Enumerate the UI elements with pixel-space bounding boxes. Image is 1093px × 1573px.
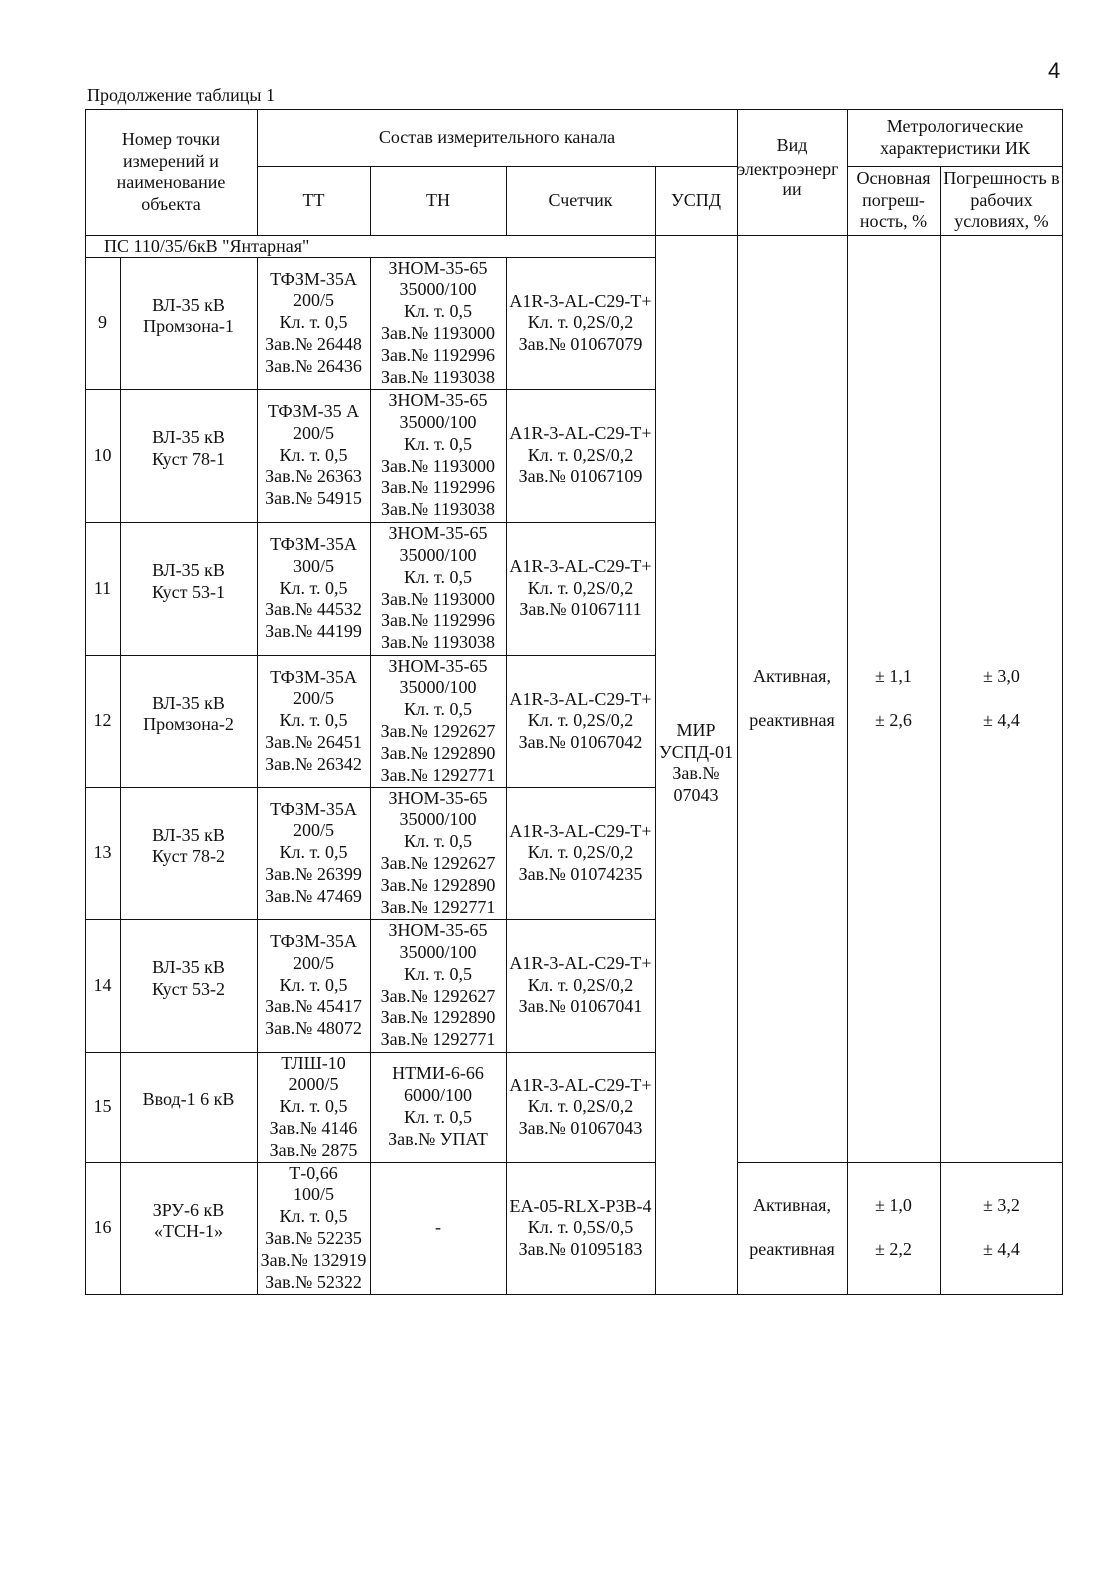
tn-cell-line: Зав.№ 1193038	[380, 632, 495, 653]
table-divider	[85, 235, 1063, 236]
meter-cell-line: Кл. т. 0,2S/0,2	[527, 312, 634, 333]
meter-cell-line: Кл. т. 0,2S/0,2	[527, 974, 634, 995]
tt-cell-line: Зав.№ 26451	[265, 731, 362, 752]
tt-cell-line: Кл. т. 0,5	[279, 842, 348, 863]
tt-cell-line: Зав.№ 44532	[265, 599, 362, 620]
tt-cell-line: 200/5	[292, 688, 334, 709]
tt-cell-line: ТФЗМ-35А	[270, 534, 357, 554]
tn-cell-line: Кл. т. 0,5	[403, 1107, 472, 1127]
tn-cell	[370, 257, 506, 389]
meter-cell	[506, 787, 655, 919]
tn-cell	[370, 522, 506, 655]
tt-cell-line: 200/5	[292, 290, 334, 311]
table-border	[85, 109, 86, 1295]
point-name	[120, 389, 257, 522]
tn-cell-line: ЗНОМ-35-65	[388, 655, 488, 676]
meter-cell	[506, 1162, 655, 1294]
meter-cell-line: Кл. т. 0,2S/0,2	[527, 1096, 634, 1117]
tt-cell-line: ТФЗМ-35А	[270, 268, 357, 289]
tn-cell-line: Зав.№ 1292890	[380, 1007, 496, 1028]
tn-cell-line: Зав.№ 1192996	[380, 344, 495, 365]
tt-cell	[257, 1052, 370, 1162]
meter-cell	[506, 1052, 655, 1162]
working-error-active: ± 3,0	[983, 666, 1020, 686]
tt-cell-line: Зав.№ 47469	[265, 885, 362, 906]
header-point-line: наименование	[116, 172, 226, 192]
tt-cell-line: Кл. т. 0,5	[279, 710, 348, 731]
tt-cell-line: Кл. т. 0,5	[279, 577, 348, 598]
header-working-error	[940, 166, 1063, 235]
tt-cell-line: Зав.№ 132919	[260, 1249, 367, 1270]
working-error-reactive: ± 4,4	[983, 1239, 1020, 1259]
tn-cell-line: Зав.№ 1193000	[380, 588, 495, 609]
tt-cell-line: Зав.№ 52235	[265, 1228, 362, 1248]
table-caption: Продолжение таблицы 1	[87, 85, 275, 105]
meter-cell-line: Зав.№ 01067041	[518, 996, 643, 1017]
tt-cell	[257, 1162, 370, 1294]
tn-cell-line: Зав.№ 1292627	[380, 721, 496, 741]
table-divider	[737, 109, 738, 1295]
tn-cell-line: Кл. т. 0,5	[403, 566, 472, 587]
row-number: 10	[93, 444, 112, 465]
meter-cell	[506, 257, 655, 389]
tn-cell-line: Зав.№ 1192996	[380, 610, 495, 631]
tn-cell-line: НТМИ-6-66	[392, 1063, 484, 1084]
tn-cell-line: Зав.№ 1193000	[380, 323, 495, 343]
tn-cell-line: Зав.№ 1193000	[380, 455, 495, 476]
row-number: 13	[93, 842, 112, 863]
header-point-line: объекта	[141, 193, 201, 214]
tt-cell-line: Кл. т. 0,5	[279, 312, 348, 333]
table-divider	[655, 166, 656, 1295]
meter-cell-line: Зав.№ 01074235	[518, 863, 643, 884]
tt-cell	[257, 257, 370, 389]
tt-cell-line: Кл. т. 0,5	[279, 1096, 348, 1117]
header-channel-group: Состав измерительного канала	[378, 126, 616, 147]
point-name-line: Куст 53-2	[151, 978, 225, 999]
row-number: 11	[93, 577, 112, 598]
meter-cell-line: Кл. т. 0,2S/0,2	[527, 444, 634, 465]
table-divider	[120, 257, 121, 1295]
point-name-line: Промзона-1	[143, 316, 234, 336]
point-name	[120, 787, 257, 919]
meter-cell-line: Кл. т. 0,2S/0,2	[527, 842, 634, 863]
point-name-line: ВЛ-35 кВ	[152, 957, 225, 977]
tn-cell	[370, 1052, 506, 1162]
row-divider	[85, 919, 655, 920]
tt-cell-line: Зав.№ 2875	[269, 1139, 358, 1160]
point-name-line: ВЛ-35 кВ	[152, 692, 225, 713]
meter-cell-line: А1R-3-AL-C29-T+	[509, 820, 652, 841]
row-divider	[85, 389, 655, 390]
energy-type-reactive: реактивная	[749, 710, 835, 730]
tt-cell	[257, 787, 370, 919]
point-name	[120, 522, 257, 655]
meter-cell-line: А1R-3-AL-C29-T+	[509, 423, 652, 444]
tn-cell-line: Зав.№ 1292627	[380, 853, 496, 873]
tn-cell-line: ЗНОМ-35-65	[388, 787, 488, 808]
uspd-line: МИР	[676, 720, 716, 740]
table-divider	[847, 166, 1063, 167]
meter-cell-line: А1R-3-AL-C29-T+	[509, 556, 652, 577]
tn-cell	[370, 389, 506, 522]
row-number: 12	[93, 710, 112, 731]
table-divider	[940, 166, 941, 1295]
meter-cell-line: Кл. т. 0,2S/0,2	[527, 577, 634, 598]
tt-cell	[257, 919, 370, 1052]
tn-cell-line: Зав.№ 1292890	[380, 742, 496, 763]
tn-cell-line: 35000/100	[399, 677, 477, 698]
point-name-line: Куст 78-1	[151, 448, 225, 469]
header-basic-line: Основная	[856, 168, 931, 189]
meter-cell	[506, 655, 655, 787]
tt-cell-line: Кл. т. 0,5	[279, 1206, 348, 1227]
tt-cell-line: 200/5	[292, 820, 334, 841]
tt-cell-line: Зав.№ 45417	[265, 996, 362, 1017]
table-divider	[370, 166, 371, 235]
row-divider	[85, 522, 655, 523]
tt-cell-line: Кл. т. 0,5	[279, 974, 348, 995]
tt-cell-line: Зав.№ 26342	[265, 753, 362, 774]
tt-cell-line: 100/5	[292, 1184, 334, 1205]
header-tn: ТН	[426, 189, 450, 210]
point-name	[120, 919, 257, 1052]
header-basic-line: погреш-	[862, 189, 925, 210]
point-name-line: ВЛ-35 кВ	[152, 824, 225, 845]
point-name-line: ВЛ-35 кВ	[152, 560, 225, 580]
meter-cell-line: Кл. т. 0,5S/0,5	[527, 1217, 634, 1238]
header-metro-group	[847, 109, 1063, 166]
point-name-line: ВЛ-35 кВ	[152, 427, 225, 447]
header-point-line: Номер точки	[121, 129, 221, 149]
tn-cell-line: ЗНОМ-35-65	[388, 390, 488, 411]
header-uspd: УСПД	[670, 189, 722, 210]
tt-cell-line: 2000/5	[288, 1074, 339, 1095]
tn-cell	[370, 787, 506, 919]
point-name	[120, 655, 257, 787]
tt-cell	[257, 655, 370, 787]
tn-cell-line: Зав.№ 1292890	[380, 874, 496, 895]
table-border	[85, 1294, 1063, 1295]
table-border	[85, 109, 1063, 110]
header-energy-type	[737, 109, 847, 235]
meter-cell-line: Зав.№ 01067111	[519, 599, 642, 620]
point-name-line: Куст 53-1	[151, 581, 225, 602]
tt-cell	[257, 522, 370, 655]
table-divider	[370, 257, 371, 1295]
tt-cell-line: ТЛШ-10	[281, 1052, 346, 1073]
tn-cell-line: Кл. т. 0,5	[403, 963, 472, 984]
table-divider	[506, 257, 507, 1295]
tt-cell-line: Зав.№ 52322	[265, 1271, 362, 1292]
point-name	[120, 1052, 257, 1162]
tt-cell-line: Зав.№ 26436	[265, 355, 362, 376]
tn-cell-line: ЗНОМ-35-65	[388, 920, 488, 941]
tn-cell	[370, 1162, 506, 1294]
meter-cell-line: Зав.№ 01067043	[518, 1117, 643, 1138]
header-tt: ТТ	[302, 189, 325, 210]
tn-cell-line: ЗНОМ-35-65	[388, 523, 488, 544]
header-energy-line: ии	[782, 179, 802, 199]
row-number: 16	[93, 1217, 112, 1238]
point-name	[120, 257, 257, 389]
table-border	[1062, 109, 1063, 1295]
point-name-line: «ТСН-1»	[154, 1221, 223, 1241]
point-name	[120, 1162, 257, 1294]
tt-cell-line: Зав.№ 4146	[269, 1117, 358, 1138]
uspd-line: Зав.№	[672, 763, 720, 783]
tn-cell-line: Зав.№ 1193038	[380, 499, 495, 520]
point-name-line: Промзона-2	[143, 714, 234, 734]
meter-cell-line: А1R-3-AL-C29-T+	[509, 1074, 652, 1095]
header-basic-line: ность, %	[859, 211, 928, 232]
row-divider	[85, 1052, 655, 1053]
tt-cell-line: Зав.№ 44199	[265, 621, 362, 642]
basic-error-active: ± 1,1	[875, 666, 912, 686]
point-name-line: Ввод-1 6 кВ	[142, 1089, 235, 1110]
header-working-line: условиях, %	[954, 211, 1049, 232]
tt-cell-line: Зав.№ 48072	[265, 1018, 362, 1039]
tn-cell-line: Зав.№ 1192996	[380, 477, 495, 498]
basic-error-reactive: ± 2,6	[875, 710, 912, 730]
tt-cell-line: 200/5	[292, 952, 334, 973]
table-divider	[847, 109, 848, 1295]
tn-cell	[370, 919, 506, 1052]
header-metro-line: Метрологические	[886, 116, 1024, 136]
tn-cell-line: 35000/100	[399, 544, 477, 565]
tn-cell-line: Кл. т. 0,5	[403, 831, 472, 852]
page-number: 4	[1048, 58, 1061, 83]
row-divider	[737, 1162, 1063, 1163]
meter-cell-line: Кл. т. 0,2S/0,2	[527, 710, 634, 731]
tn-cell-line: Зав.№ УПАТ	[388, 1128, 488, 1149]
table-divider	[257, 109, 258, 235]
point-name-line: ВЛ-35 кВ	[152, 294, 225, 315]
tt-cell-line: ТФЗМ-35 А	[267, 401, 360, 421]
point-name-line: Куст 78-2	[151, 846, 225, 866]
tn-cell-line: ЗНОМ-35-65	[388, 257, 488, 278]
tt-cell-line: Т-0,66	[289, 1162, 338, 1183]
meter-cell-line: ЕА-05-RLX-P3B-4	[509, 1195, 652, 1216]
meter-cell-line: Зав.№ 01067042	[518, 731, 643, 752]
tn-cell	[370, 655, 506, 787]
header-energy-line: Вид	[776, 135, 808, 155]
working-error-reactive: ± 4,4	[983, 710, 1020, 730]
row-number: 14	[93, 974, 112, 995]
row-divider	[85, 655, 655, 656]
uspd-line: 07043	[673, 784, 719, 805]
tt-cell-line: ТФЗМ-35А	[270, 798, 357, 819]
point-name-line: ЗРУ-6 кВ	[152, 1199, 225, 1220]
header-metro-line: характеристики ИК	[879, 137, 1031, 158]
energy-type-reactive: реактивная	[749, 1239, 835, 1259]
tt-cell-line: Зав.№ 26399	[265, 863, 362, 884]
tt-cell-line: Зав.№ 26448	[265, 333, 362, 354]
row-divider	[85, 787, 655, 788]
tn-cell-line: 35000/100	[399, 941, 477, 962]
tn-cell-line: 35000/100	[399, 809, 477, 830]
header-working-line: Погрешность в	[943, 168, 1060, 189]
tt-cell-line: ТФЗМ-35А	[270, 666, 357, 687]
row-divider	[85, 1162, 655, 1163]
tt-cell-line: Зав.№ 54915	[265, 488, 362, 509]
tt-cell-line: Кл. т. 0,5	[279, 444, 348, 465]
tt-cell-line: 200/5	[292, 422, 334, 443]
header-meter: Счетчик	[548, 189, 613, 210]
tn-cell-line: 35000/100	[399, 411, 477, 432]
tn-cell-line: Кл. т. 0,5	[403, 699, 472, 720]
tt-cell-line: ТФЗМ-35А	[270, 931, 357, 951]
row-number: 15	[93, 1096, 112, 1117]
meter-cell-line: А1R-3-AL-C29-T+	[509, 688, 652, 709]
header-basic-error	[847, 166, 940, 235]
uspd-line: УСПД-01	[658, 741, 734, 762]
tt-cell-line: 300/5	[292, 555, 334, 576]
meter-cell-line: Зав.№ 01067109	[518, 466, 643, 487]
tn-cell-line: Зав.№ 1193038	[380, 366, 495, 387]
tn-cell-line: Кл. т. 0,5	[403, 433, 472, 454]
table-divider	[257, 257, 258, 1295]
header-working-line: рабочих	[970, 189, 1033, 210]
row-number: 9	[98, 312, 107, 333]
tn-cell-line: 6000/100	[403, 1085, 472, 1106]
energy-type-active: Активная,	[753, 666, 831, 686]
header-energy-line: электроэнерг	[737, 159, 839, 179]
tt-cell-line: Зав.№ 26363	[265, 466, 362, 487]
header-point-line: измерений и	[123, 150, 219, 171]
meter-cell-line: А1R-3-AL-C29-T+	[509, 290, 652, 311]
working-error-active: ± 3,2	[983, 1195, 1020, 1215]
meter-cell-line: А1R-3-AL-C29-T+	[509, 953, 652, 974]
tn-cell-line: -	[435, 1217, 441, 1238]
table-divider	[506, 166, 507, 235]
substation-title: ПС 110/35/6кВ "Янтарная"	[104, 236, 310, 256]
meter-cell	[506, 522, 655, 655]
energy-type-active: Активная,	[753, 1195, 831, 1215]
meter-cell	[506, 389, 655, 522]
tn-cell-line: Кл. т. 0,5	[403, 301, 472, 322]
meter-cell-line: Зав.№ 01067079	[518, 333, 643, 354]
tn-cell-line: Зав.№ 1292771	[380, 764, 496, 785]
meter-cell-line: Зав.№ 01095183	[518, 1238, 643, 1259]
uspd-shared	[655, 720, 737, 810]
tn-cell-line: Зав.№ 1292627	[380, 985, 496, 1006]
tn-cell-line: Зав.№ 1292771	[380, 896, 496, 917]
tn-cell-line: 35000/100	[399, 279, 477, 300]
basic-error-reactive: ± 2,2	[875, 1239, 912, 1259]
basic-error-active: ± 1,0	[875, 1195, 912, 1215]
tt-cell	[257, 389, 370, 522]
tn-cell-line: Зав.№ 1292771	[380, 1029, 496, 1050]
header-point	[85, 109, 257, 235]
table-divider	[257, 166, 737, 167]
meter-cell	[506, 919, 655, 1052]
